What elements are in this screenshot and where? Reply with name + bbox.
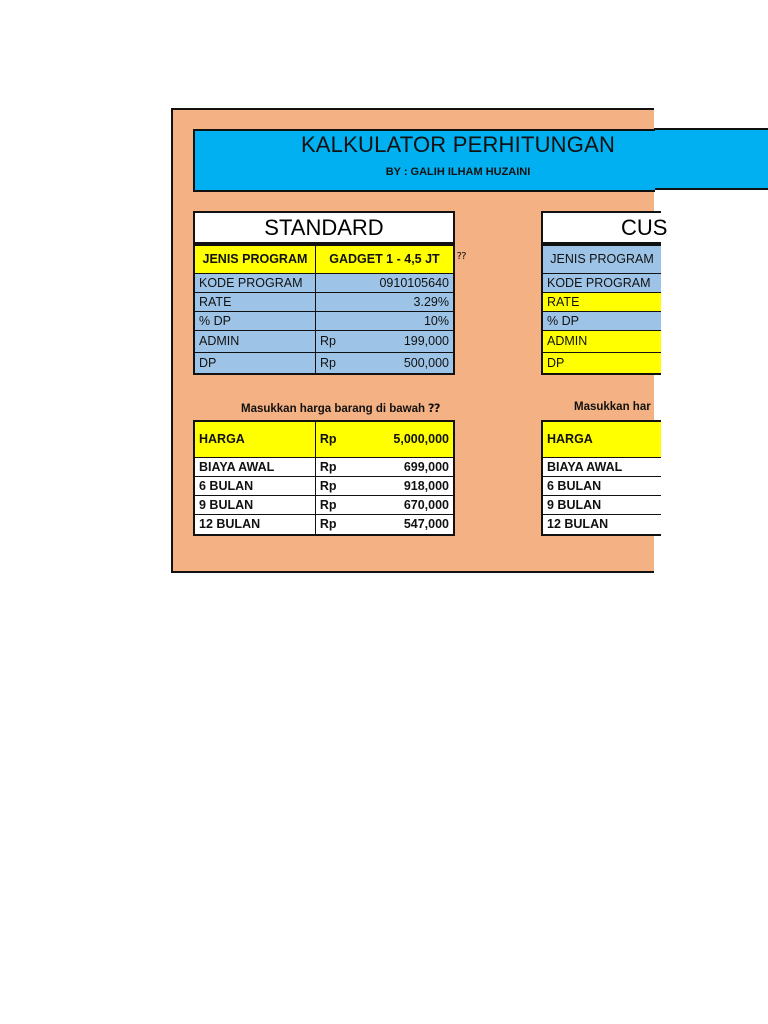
result-value-cell bbox=[315, 476, 454, 495]
calculator-sheet bbox=[171, 108, 668, 573]
custom-result-label: 6 BULAN bbox=[542, 476, 661, 495]
param-label: KODE PROGRAM bbox=[194, 273, 315, 292]
param-value-cell bbox=[315, 352, 454, 374]
page-subtitle: BY : GALIH ILHAM HUZAINI bbox=[385, 166, 531, 178]
result-label: 9 BULAN bbox=[194, 495, 315, 514]
result-value: 670,000 bbox=[403, 497, 449, 512]
custom-param-label[interactable]: DP bbox=[542, 352, 661, 374]
param-value: 500,000 bbox=[403, 355, 449, 370]
currency-label: Rp bbox=[319, 497, 337, 512]
currency-label: Rp bbox=[319, 355, 336, 370]
result-label: BIAYA AWAL bbox=[194, 457, 315, 476]
custom-result-label: 9 BULAN bbox=[542, 495, 661, 514]
result-label: 6 BULAN bbox=[194, 476, 315, 495]
custom-param-label: KODE PROGRAM bbox=[542, 273, 661, 292]
dropdown-marker-icon: ⁇ bbox=[457, 251, 467, 262]
param-value: 10% bbox=[315, 311, 454, 330]
standard-params-table bbox=[193, 244, 455, 375]
custom-param-label[interactable]: ADMIN bbox=[542, 330, 661, 352]
result-value: 699,000 bbox=[403, 459, 449, 474]
result-value-cell bbox=[315, 457, 454, 476]
custom-param-label: % DP bbox=[542, 311, 661, 330]
custom-heading: CUS bbox=[541, 211, 661, 244]
param-label: % DP bbox=[194, 311, 315, 330]
custom-results-table bbox=[541, 420, 661, 536]
param-label: RATE bbox=[194, 292, 315, 311]
result-value-cell bbox=[315, 495, 454, 514]
custom-result-label: 12 BULAN bbox=[542, 514, 661, 535]
param-value-cell bbox=[315, 330, 454, 352]
currency-label: Rp bbox=[319, 478, 337, 493]
price-label: HARGA bbox=[194, 421, 315, 457]
currency-label: Rp bbox=[319, 459, 337, 474]
currency-label: Rp bbox=[319, 517, 337, 532]
price-value: 5,000,000 bbox=[393, 432, 449, 447]
program-label: JENIS PROGRAM bbox=[194, 245, 315, 273]
currency-label: Rp bbox=[319, 334, 336, 348]
custom-price-label[interactable]: HARGA bbox=[542, 421, 661, 457]
param-value: 3.29% bbox=[315, 292, 454, 311]
standard-heading: STANDARD bbox=[193, 211, 455, 244]
param-value: 0910105640 bbox=[315, 273, 454, 292]
page-title: KALKULATOR PERHITUNGAN bbox=[300, 132, 616, 157]
custom-program-label: JENIS PROGRAM bbox=[542, 245, 661, 273]
currency-label: Rp bbox=[319, 432, 337, 447]
result-value: 918,000 bbox=[403, 478, 449, 493]
param-value: 199,000 bbox=[403, 334, 449, 348]
price-input[interactable] bbox=[315, 421, 454, 457]
custom-params-table bbox=[541, 244, 661, 375]
param-label: ADMIN bbox=[194, 330, 315, 352]
result-value-cell bbox=[315, 514, 454, 535]
custom-result-label: BIAYA AWAL bbox=[542, 457, 661, 476]
custom-param-label[interactable]: RATE bbox=[542, 292, 661, 311]
program-select[interactable]: GADGET 1 - 4,5 JT bbox=[315, 245, 454, 273]
price-input-note: Masukkan harga barang di bawah ⁇ bbox=[241, 403, 441, 415]
result-label: 12 BULAN bbox=[194, 514, 315, 535]
standard-results-table bbox=[193, 420, 455, 536]
param-label: DP bbox=[194, 352, 315, 374]
custom-price-input-note: Masukkan har bbox=[574, 401, 651, 413]
result-value: 547,000 bbox=[403, 517, 449, 532]
